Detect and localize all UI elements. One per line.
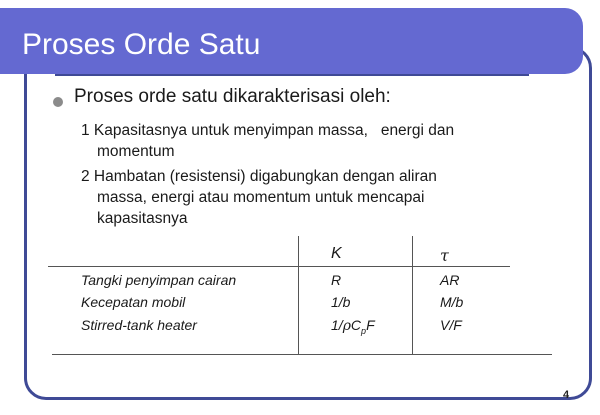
rho-symbol: ρ (342, 318, 351, 334)
list-item-2-line3: kapasitasnya (97, 210, 188, 227)
list-item-1-line1: 1 Kapasitasnya untuk menyimpan massa, energi dan (81, 122, 455, 139)
table-row-2-label: Kecepatan mobil (81, 294, 186, 310)
slide-title: Proses Orde Satu (22, 28, 261, 61)
table-bottom-rule (52, 354, 552, 355)
k-subscript-p: p (361, 325, 367, 336)
bullet-icon (53, 97, 63, 107)
title-underline (55, 74, 529, 76)
table-row-2-tau: M/b (440, 294, 464, 310)
list-item-2-line2: massa, energi atau momentum untuk mencapai (97, 189, 425, 206)
table-row-2-k: 1/b (331, 294, 351, 310)
table-header-tau: τ (440, 246, 449, 265)
table-row-1-k: R (331, 272, 342, 288)
list-item-1-line2: momentum (97, 143, 175, 160)
table-row-3-tau: V/F (440, 317, 462, 333)
table-divider-2 (412, 236, 413, 354)
table-row-3-label: Stirred-tank heater (81, 317, 197, 333)
list-item-1 (81, 120, 454, 162)
list-item-2-line1: 2 Hambatan (resistensi) digabungkan dengan aliran (81, 168, 437, 185)
title-bar (0, 8, 583, 74)
table-header-rule (48, 266, 510, 267)
k-c: C (350, 317, 362, 333)
table-divider-1 (298, 236, 299, 354)
k-prefix: 1/ (331, 317, 343, 333)
table-row-1-tau: AR (440, 272, 460, 288)
table-header-k: K (331, 245, 342, 262)
k-f: F (366, 317, 375, 333)
bullet-text: Proses orde satu dikarakterisasi oleh: (74, 86, 391, 107)
list-item-2 (81, 166, 437, 229)
page-number: 4 (563, 389, 570, 401)
table-row-1-label: Tangki penyimpan cairan (81, 272, 237, 288)
table-row-3-k (331, 317, 375, 336)
